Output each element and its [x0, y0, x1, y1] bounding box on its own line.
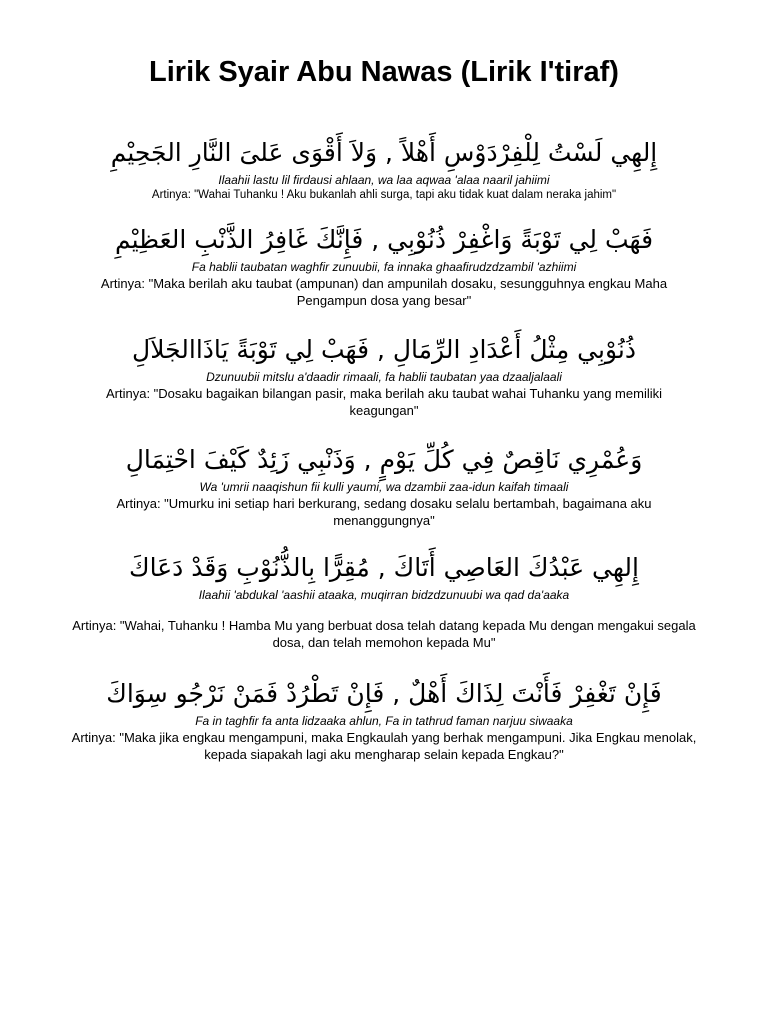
verse-6: [70, 674, 698, 763]
verse-transliteration: Ilaahii 'abdukal 'aashii ataaka, muqirran bidzdzunuubi wa qad da'aaka: [198, 588, 570, 602]
verse-arabic: فَإِنْ تَغْفِرْ فَأَنْتَ لِذَاكَ أَهْلٌ , فَإِنْ تَطْرُدْ فَمَنْ نَرْجُو سِوَاكَ: [106, 679, 662, 708]
verse-transliteration: Fa in taghfir fa anta lidzaaka ahlun, Fa in tathrud faman narjuu siwaaka: [195, 714, 573, 728]
verse-transliteration: Dzunuubii mitslu a'daadir rimaali, fa hablii taubatan yaa dzaaljalaali: [206, 370, 562, 384]
verse-4: [70, 440, 698, 529]
verse-translation: Artinya: "Wahai, Tuhanku ! Hamba Mu yang berbuat dosa telah datang kepada Mu dengan mengakui segala dosa, dan telah memohon kepada Mu": [72, 618, 696, 650]
verse-3: [70, 330, 698, 419]
document-title: Lirik Syair Abu Nawas (Lirik I'tiraf): [149, 56, 619, 88]
verse-transliteration: Fa hablii taubatan waghfir zunuubii, fa innaka ghaafirudzdzambil 'azhiimi: [191, 260, 577, 274]
verse-translation: Artinya: "Maka berilah aku taubat (ampunan) dan ampunilah dosaku, sesungguhnya engkau Maha Pengampun dosa yang besar": [100, 276, 668, 308]
verse-arabic: إِلهِي عَبْدُكَ العَاصِي أَتَاكَ , مُقِرًّا بِالذُّنُوْبِ وَقَدْ دَعَاكَ: [129, 553, 639, 582]
verse-translation: Artinya: "Umurku ini setiap hari berkurang, sedang dosaku selalu bertambah, bagaimana aku menanggungnya": [116, 496, 652, 528]
verse-arabic: إِلهِي لَسْتُ لِلْفِرْدَوْسِ أَهْلاً , وَلاَ أَقْوَى عَلىَ النَّارِ الجَحِيْمِ: [110, 138, 658, 167]
verse-translation: Artinya: "Dosaku bagaikan bilangan pasir, maka berilah aku taubat wahai Tuhanku yang memiliki keagungan": [106, 386, 662, 418]
verse-arabic: فَهَبْ لِي تَوْبَةً وَاغْفِرْ ذُنُوْبِي , فَإِنَّكَ غَافِرُ الذَّنْبِ العَظِيْمِ: [114, 225, 654, 254]
verse-1: [70, 133, 698, 203]
verse-arabic: ذُنُوْبِي مِثْلُ أَعْدَادِ الرِّمَالِ , فَهَبْ لِي تَوْبَةً يَاذَاالجَلاَلِ: [132, 335, 636, 364]
verse-arabic: وَعُمْرِي نَاقِصٌ فِي كُلِّ يَوْمٍ , وَذَنْبِي زَئِدٌ كَيْفَ احْتِمَالِ: [125, 445, 643, 474]
verse-2: [70, 220, 698, 309]
verse-transliteration: Ilaahii lastu lil firdausi ahlaan, wa laa aqwaa 'alaa naaril jahiimi: [218, 173, 550, 187]
verse-translation: Artinya: "Maka jika engkau mengampuni, maka Engkaulah yang berhak mengampuni. Jika Engkau menolak, kepada siapakah lagi aku mengharap selain kepada Engkau?": [71, 730, 697, 762]
paragraph-gap: [70, 603, 698, 617]
verse-transliteration: Wa 'umrii naaqishun fii kulli yaumi, wa dzambii zaa-idun kaifah timaali: [199, 480, 569, 494]
verse-5: [70, 548, 698, 651]
verse-translation: Artinya: "Wahai Tuhanku ! Aku bukanlah ahli surga, tapi aku tidak kuat dalam neraka jahim": [151, 189, 617, 201]
